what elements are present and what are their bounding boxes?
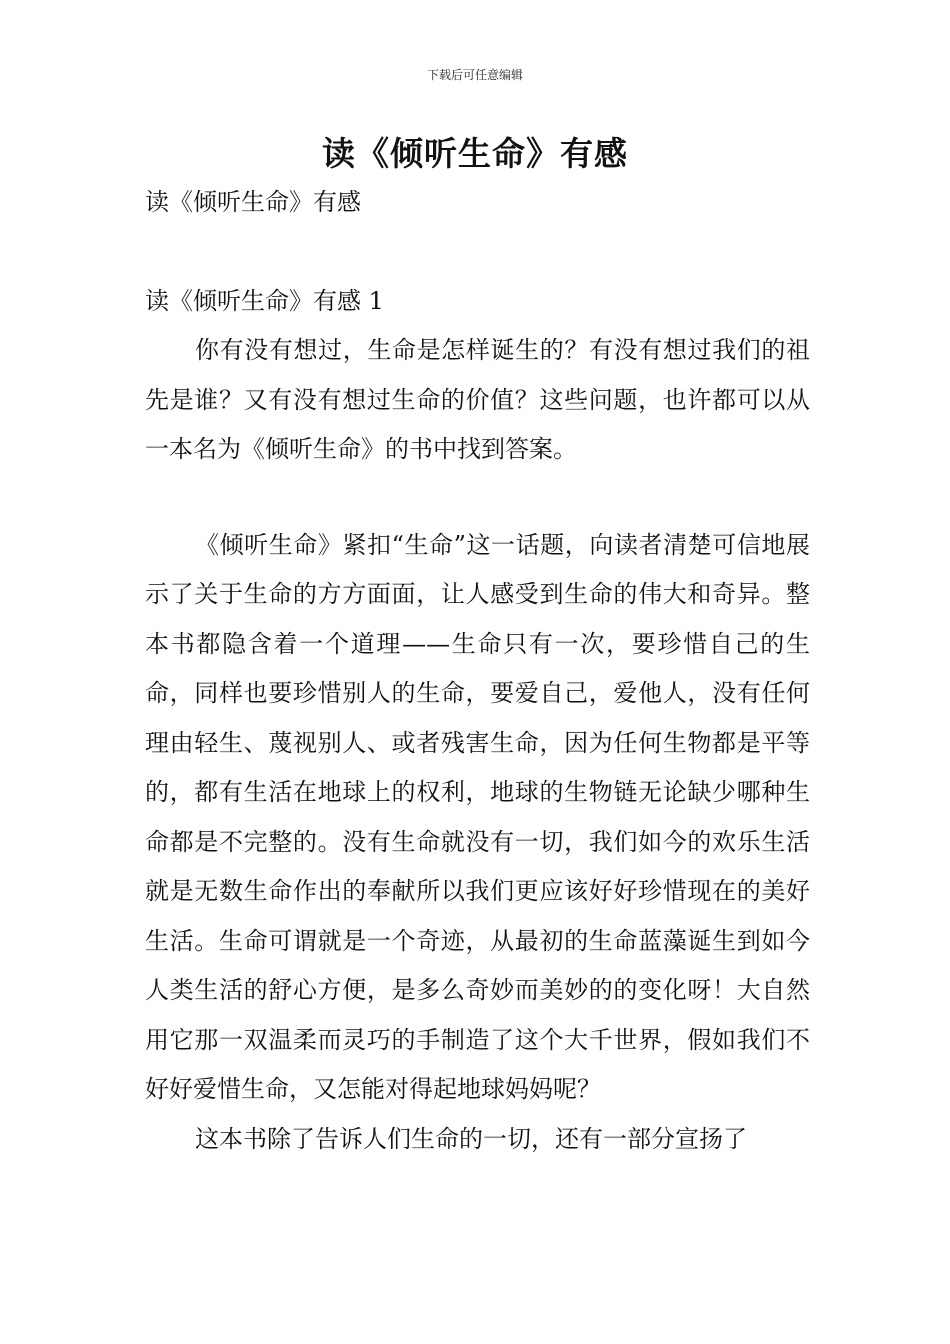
document-title: 读《倾听生命》有感 xyxy=(322,134,628,173)
document-subtitle: 读《倾听生命》有感 xyxy=(145,188,361,216)
document-body xyxy=(145,178,810,1164)
blank-line xyxy=(145,475,810,521)
paragraph-1: 你有没有想过，生命是怎样诞生的？有没有想过我们的祖先是谁？又有没有想过生命的价值？这些问题，也许都可以从一本名为《倾听生命》的书中找到答案。 xyxy=(145,336,810,463)
paragraph-3: 这本书除了告诉人们生命的一切，还有一部分宣扬了 xyxy=(195,1124,747,1153)
blank-line xyxy=(145,228,810,277)
section-heading: 读《倾听生命》有感 1 xyxy=(145,286,384,315)
paragraph-2: 《倾听生命》紧扣“生命”这一话题，向读者清楚可信地展示了关于生命的方方面面，让人感受到生命的伟大和奇异。整本书都隐含着一个道理——生命只有一次，要珍惜自己的生命，同样也要珍惜别人的生命，要爱自己，爱他人，没有任何理由轻生、蔑视别人、或者残害生命，因为任何生物都是平等的，都有生活在地球上的权利，地球的生物链无论缺少哪种生命都是不完整的。没有生命就没有一切，我们如今的欢乐生活就是无数生命作出的奉献所以我们更应该好好珍惜现在的美好生活。生命可谓就是一个奇迹，从最初的生命蓝藻诞生到如今人类生活的舒心方便，是多么奇妙而美妙的的变化呀！大自然用它那一双温柔而灵巧的手制造了这个大千世界，假如我们不好好爱惜生命，又怎能对得起地球妈妈呢？ xyxy=(145,530,810,1103)
page-header-note: 下载后可任意编辑 xyxy=(426,68,523,82)
